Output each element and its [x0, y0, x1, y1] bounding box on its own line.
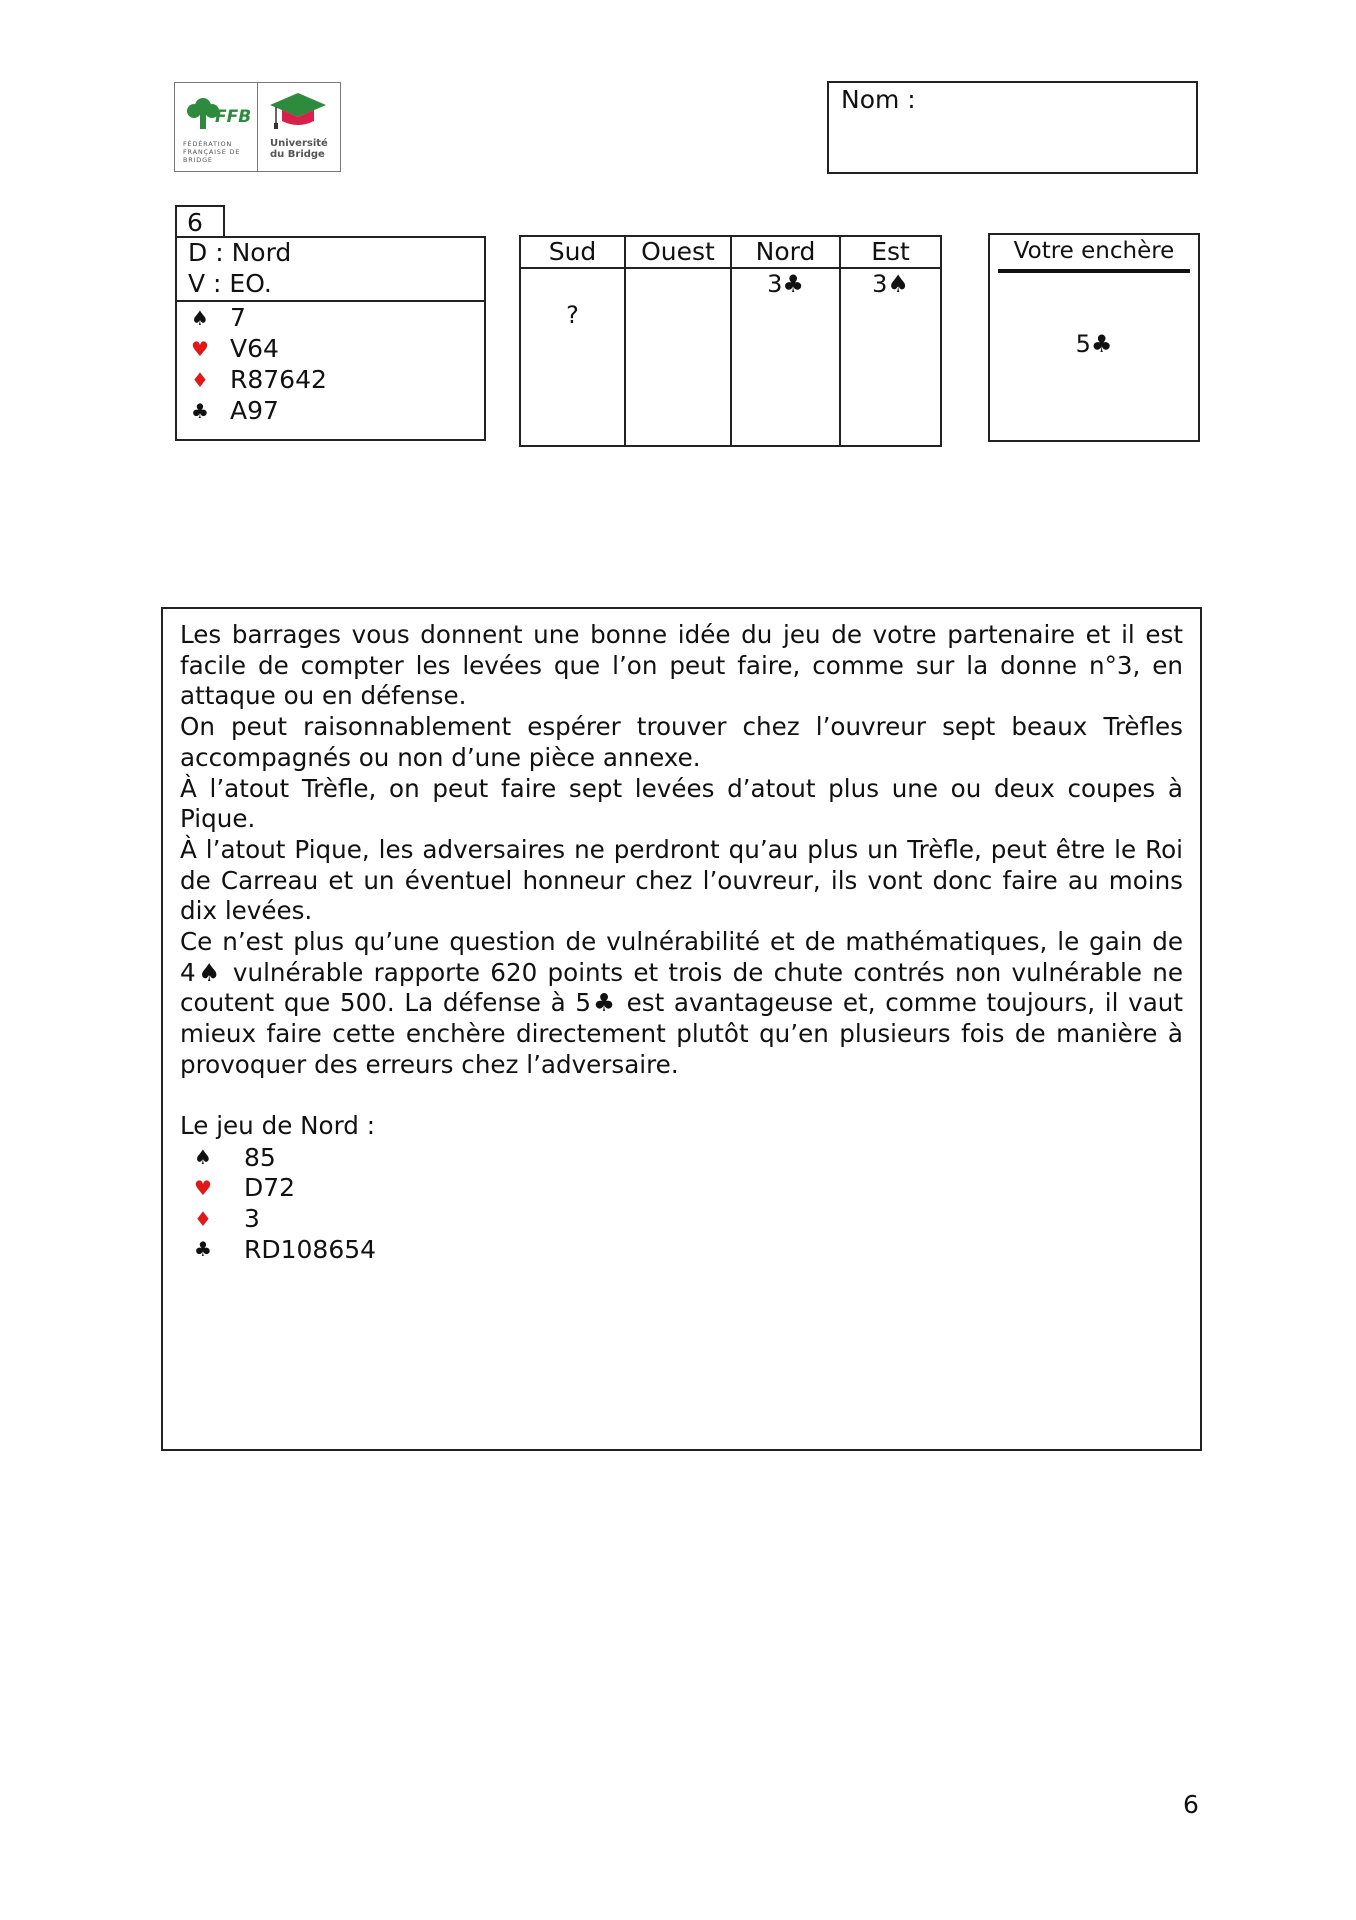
auction-call-sud: ? — [566, 301, 579, 329]
universite-logo — [258, 83, 340, 171]
commentary-paragraph: Ce n’est plus qu’une question de vulnérabilité et de mathématiques, le gain de 4♠ vulnérable rapporte 620 points et trois de chute contrés non vulnérable ne coutent que 500. La défense à 5♣ est avantageuse et, comme toujours, il vaut mieux faire cette enchère directement plutôt qu’en plusieurs fois de manière à provoquer des erreurs chez l’adversaire. — [180, 927, 1183, 1079]
north-spade-cards: 85 — [244, 1142, 276, 1172]
auction-table — [519, 235, 942, 447]
commentary-paragraph: À l’atout Pique, les adversaires ne perdront qu’au plus un Trèfle, peut être le Roi de Carreau et un éventuel honneur chez l’ouvreur, ils vont donc faire au moins dix levées. — [180, 834, 1183, 926]
ffb-logo-text: FFB — [215, 107, 252, 127]
dealer-label: D : Nord — [188, 238, 292, 267]
ffb-logo-subtitle: FÉDÉRATION FRANÇAISE DE BRIDGE — [183, 140, 241, 164]
spade-icon: ♠ — [194, 1145, 212, 1170]
name-field[interactable] — [827, 81, 1198, 174]
diamond-cards: R87642 — [230, 365, 327, 394]
hand-suits — [177, 302, 484, 426]
universite-logo-text: Université du Bridge — [270, 138, 328, 160]
north-suit-row-diamonds — [180, 1203, 1183, 1234]
auction-col-nord — [732, 237, 841, 445]
your-bid-title: Votre enchère — [1013, 238, 1175, 264]
spade-cards: 7 — [230, 303, 246, 332]
auction-header-est: Est — [841, 237, 940, 269]
north-hand-title: Le jeu de Nord : — [180, 1111, 375, 1141]
heart-cards: V64 — [230, 334, 279, 363]
auction-col-sud — [521, 237, 626, 445]
auction-col-ouest — [626, 237, 732, 445]
suit-row-hearts — [177, 333, 484, 364]
diamond-icon: ♦ — [191, 367, 209, 392]
ffb-logo-left — [175, 83, 258, 171]
diamond-icon: ♦ — [194, 1206, 212, 1231]
north-suit-row-spades — [180, 1142, 1183, 1173]
heart-icon: ♥ — [194, 1175, 212, 1200]
page-number: 6 — [1183, 1790, 1199, 1819]
auction-header-ouest: Ouest — [626, 237, 730, 269]
suit-row-spades — [177, 302, 484, 333]
suit-row-diamonds — [177, 364, 484, 395]
north-diamond-cards: 3 — [244, 1204, 260, 1234]
heart-icon: ♥ — [191, 336, 209, 361]
auction-call-est: 3♠ — [872, 270, 909, 298]
north-heart-cards: D72 — [244, 1173, 296, 1203]
club-icon: ♣ — [191, 398, 209, 423]
auction-call-nord: 3♣ — [767, 270, 804, 298]
club-icon: ♣ — [194, 1237, 212, 1262]
dealer-vuln-block — [177, 238, 484, 302]
your-bid-answer: 5♣ — [1075, 330, 1113, 358]
auction-col-est — [841, 237, 940, 445]
name-label: Nom : — [841, 85, 916, 114]
north-suit-row-clubs — [180, 1234, 1183, 1265]
suit-row-clubs — [177, 395, 484, 426]
club-cards: A97 — [230, 396, 279, 425]
spacer — [180, 1081, 1183, 1112]
vulnerability-label: V : EO. — [188, 268, 272, 298]
north-club-cards: RD108654 — [244, 1234, 377, 1264]
board-number: 6 — [175, 205, 225, 237]
north-suit-row-hearts — [180, 1173, 1183, 1204]
mortarboard-icon — [268, 91, 328, 135]
commentary-panel — [161, 607, 1202, 1451]
auction-header-nord: Nord — [732, 237, 839, 269]
commentary-paragraph: À l’atout Trèfle, on peut faire sept levées d’atout plus une ou deux coupes à Pique. — [180, 773, 1183, 834]
ffb-logo — [174, 82, 341, 172]
your-bid-panel — [988, 233, 1200, 442]
commentary-paragraph: On peut raisonnablement espérer trouver chez l’ouvreur sept beaux Trèfles accompagnés ou non d’une pièce annexe. — [180, 712, 1183, 772]
auction-header-sud: Sud — [521, 237, 624, 269]
your-bid-divider — [998, 269, 1190, 273]
spade-icon: ♠ — [191, 305, 209, 330]
hand-panel — [175, 236, 486, 441]
commentary-paragraph: Les barrages vous donnent une bonne idée du jeu de votre partenaire et il est facile de compter les levées que l’on peut faire, comme sur la donne n°3, en attaque ou en défense. — [180, 620, 1183, 711]
